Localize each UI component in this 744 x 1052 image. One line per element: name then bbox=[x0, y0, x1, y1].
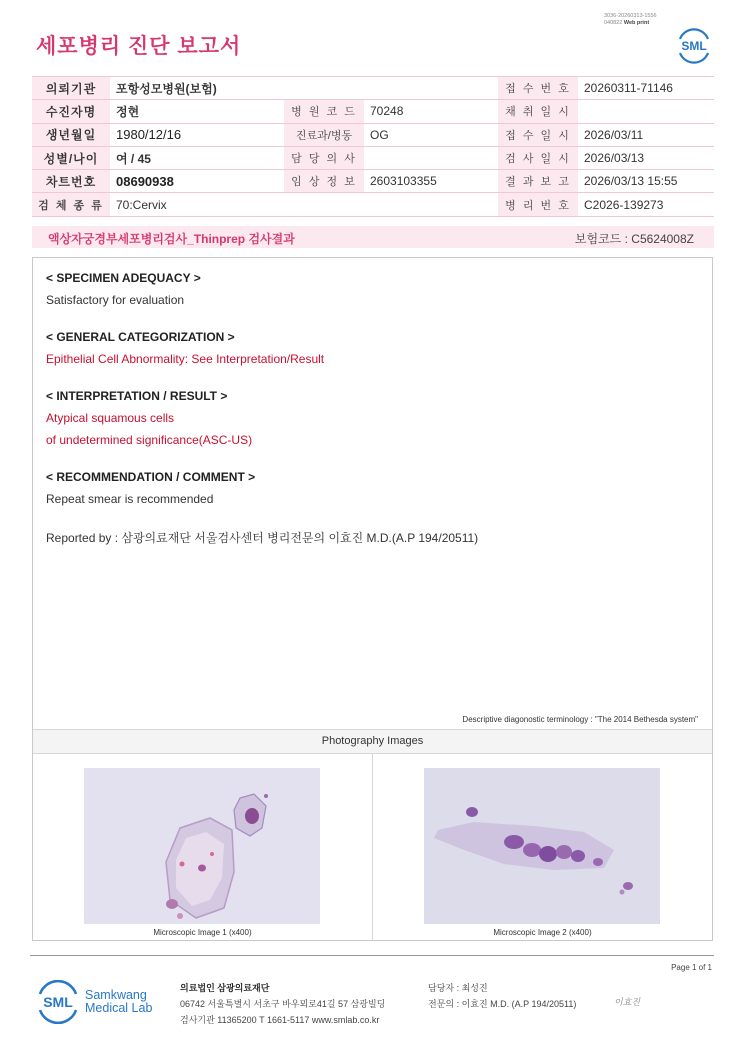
contact-line: 검사기관 11365200 T 1661-5117 www.smlab.co.kr bbox=[180, 1015, 380, 1025]
info-label: 병 리 번 호 bbox=[498, 193, 578, 216]
info-label: 결 과 보 고 bbox=[498, 170, 578, 193]
photo-section-heading: Photography Images bbox=[33, 729, 712, 754]
report-panel bbox=[32, 257, 713, 941]
info-value: C2026-139273 bbox=[578, 193, 714, 216]
photo-caption-1: Microscopic Image 1 (x400) bbox=[153, 928, 252, 937]
doc-sub-text: 040822 bbox=[604, 20, 623, 26]
info-value: 20260311-71146 bbox=[578, 77, 714, 100]
microscopic-image-2 bbox=[424, 768, 660, 924]
interpretation-heading: < INTERPRETATION / RESULT > bbox=[46, 389, 228, 403]
info-value: 여 / 45 bbox=[110, 146, 284, 169]
specialist-line: 전문의 : 이효진 M.D. (A.P 194/20511) bbox=[428, 999, 577, 1009]
info-row bbox=[32, 193, 714, 216]
microscopic-image-1 bbox=[84, 768, 320, 924]
sml-logo-icon bbox=[676, 28, 712, 64]
info-row bbox=[32, 170, 714, 193]
reported-by: Reported by : 삼광의료재단 서울검사센터 병리전문의 이효진 M.D.(A.P 194/20511) bbox=[46, 531, 479, 545]
info-label: 차트번호 bbox=[32, 170, 110, 193]
info-value bbox=[364, 77, 498, 100]
logo-text: SML bbox=[681, 39, 707, 53]
info-label: 검 체 종 류 bbox=[32, 193, 110, 216]
org-name: 의료법인 삼광의료재단 bbox=[180, 983, 270, 993]
signature: 이효진 bbox=[614, 998, 641, 1008]
page-number: Page 1 of 1 bbox=[671, 963, 712, 972]
manager-line: 담당자 : 최성진 bbox=[428, 983, 488, 993]
info-value: 70:Cervix bbox=[110, 193, 284, 216]
footer-staff bbox=[428, 980, 576, 1012]
report-title: 세포병리 진단 보고서 bbox=[36, 35, 242, 58]
info-row bbox=[32, 100, 714, 123]
info-value bbox=[364, 193, 498, 216]
footer-address bbox=[180, 980, 385, 1028]
interpretation-line-2: of undetermined significance(ASC-US) bbox=[46, 433, 253, 447]
test-name: 액상자궁경부세포병리검사_Thinprep 검사결과 bbox=[48, 232, 295, 246]
info-value: 정현 bbox=[110, 100, 284, 123]
info-label: 담 당 의 사 bbox=[284, 146, 364, 169]
info-value: 2026/03/11 bbox=[578, 123, 714, 146]
recommendation-heading: < RECOMMENDATION / COMMENT > bbox=[46, 470, 256, 484]
info-label: 생년월일 bbox=[32, 123, 110, 146]
info-value: OG bbox=[364, 123, 498, 146]
adequacy-text: Satisfactory for evaluation bbox=[46, 293, 185, 307]
info-label: 의뢰기관 bbox=[32, 77, 110, 100]
info-label: 진료과/병동 bbox=[284, 123, 364, 146]
brand-line-2: Medical Lab bbox=[85, 1001, 153, 1015]
test-name-bar bbox=[32, 226, 714, 248]
info-label: 병 원 코 드 bbox=[284, 100, 364, 123]
adequacy-heading: < SPECIMEN ADEQUACY > bbox=[46, 271, 201, 285]
info-label: 접 수 일 시 bbox=[498, 123, 578, 146]
info-value: 2026/03/13 bbox=[578, 146, 714, 169]
info-label: 접 수 번 호 bbox=[498, 77, 578, 100]
info-value bbox=[578, 100, 714, 123]
photo-divider bbox=[372, 754, 373, 941]
bethesda-note: Descriptive diagonostic terminology : "The 2014 Bethesda system" bbox=[462, 715, 698, 724]
info-value: 포항성모병원(보험) bbox=[110, 77, 284, 100]
info-row bbox=[32, 123, 714, 146]
patient-info-table bbox=[32, 76, 714, 217]
address-line: 06742 서울특별시 서초구 바우뫼로41길 57 삼광빌딩 bbox=[180, 999, 386, 1009]
document-number bbox=[604, 13, 657, 27]
brand-name bbox=[85, 989, 152, 1015]
brand-line-1: Samkwang bbox=[85, 988, 147, 1002]
categorization-heading: < GENERAL CATEGORIZATION > bbox=[46, 330, 235, 344]
info-row bbox=[32, 77, 714, 100]
sml-logo-icon bbox=[36, 980, 80, 1024]
doc-no-text: 3036-20260313-1556 bbox=[604, 13, 657, 19]
info-value: 2026/03/13 15:55 bbox=[578, 170, 714, 193]
info-label: 검 사 일 시 bbox=[498, 146, 578, 169]
info-value bbox=[284, 77, 364, 100]
info-value: 2603103355 bbox=[364, 170, 498, 193]
info-label: 수진자명 bbox=[32, 100, 110, 123]
recommendation-text: Repeat smear is recommended bbox=[46, 492, 214, 506]
info-value: 08690938 bbox=[110, 170, 284, 193]
info-label: 채 취 일 시 bbox=[498, 100, 578, 123]
info-row bbox=[32, 146, 714, 169]
info-value bbox=[284, 193, 364, 216]
info-value: 1980/12/16 bbox=[110, 123, 284, 146]
web-print-label: Web print bbox=[623, 20, 650, 26]
info-label: 임 상 정 보 bbox=[284, 170, 364, 193]
logo-text: SML bbox=[43, 994, 73, 1010]
categorization-text: Epithelial Cell Abnormality: See Interpretation/Result bbox=[46, 352, 325, 366]
info-label: 성별/나이 bbox=[32, 146, 110, 169]
info-value bbox=[364, 146, 498, 169]
photo-caption-2: Microscopic Image 2 (x400) bbox=[493, 928, 592, 937]
interpretation-line-1: Atypical squamous cells bbox=[46, 411, 175, 425]
info-value: 70248 bbox=[364, 100, 498, 123]
insurance-code: 보험코드 : C5624008Z bbox=[574, 232, 694, 246]
footer-divider bbox=[30, 955, 714, 956]
